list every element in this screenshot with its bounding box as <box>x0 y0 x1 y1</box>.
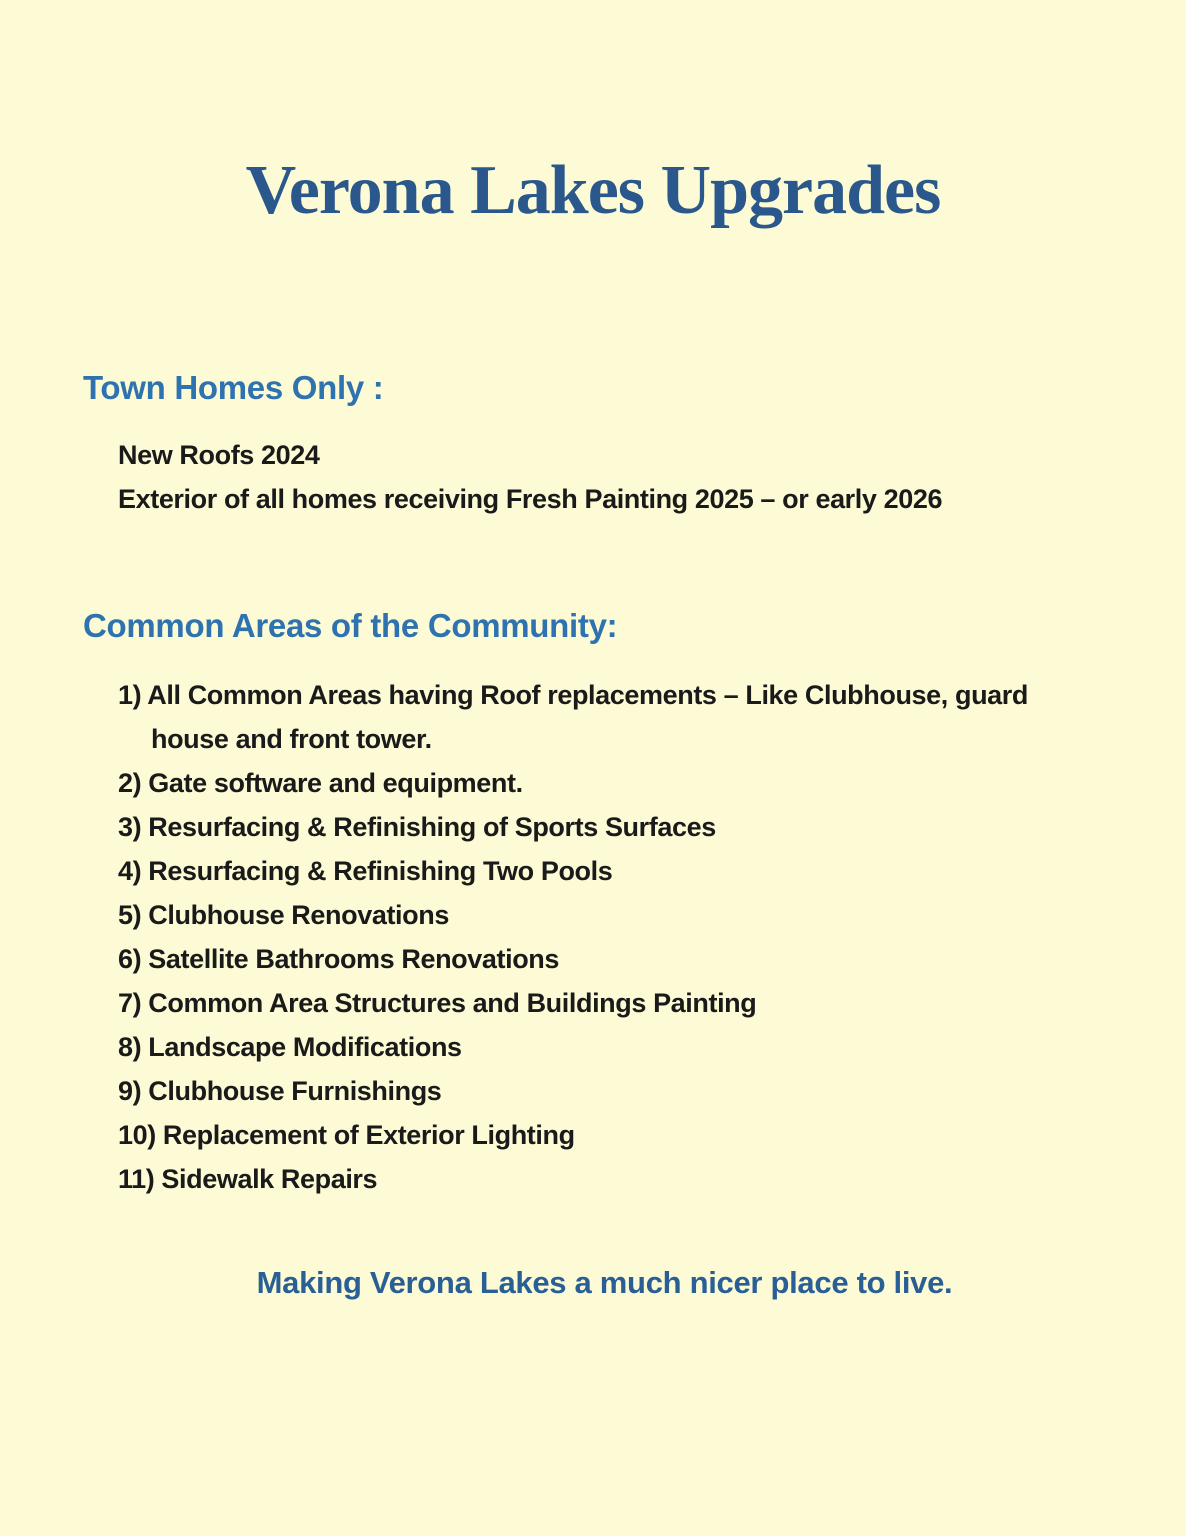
common-areas-item: 5) Clubhouse Renovations <box>118 900 449 930</box>
common-areas-item: 4) Resurfacing & Refinishing Two Pools <box>118 856 613 886</box>
common-areas-item: 1) All Common Areas having Roof replacements – Like Clubhouse, guard house and front tower. <box>118 680 1028 754</box>
common-areas-item: 8) Landscape Modifications <box>118 1032 462 1062</box>
common-areas-item: 9) Clubhouse Furnishings <box>118 1076 442 1106</box>
common-areas-item: 2) Gate software and equipment. <box>118 768 523 798</box>
common-areas-list <box>83 673 1126 1201</box>
common-areas-item: 10) Replacement of Exterior Lighting <box>118 1120 575 1150</box>
common-areas-item: 3) Resurfacing & Refinishing of Sports Surfaces <box>118 812 716 842</box>
common-areas-item: 6) Satellite Bathrooms Renovations <box>118 944 559 974</box>
page-title: Verona Lakes Upgrades <box>245 152 941 229</box>
document-content <box>0 369 1186 1301</box>
footer-tagline: Making Verona Lakes a much nicer place to live. <box>256 1265 953 1300</box>
town-homes-item: Exterior of all homes receiving Fresh Painting 2025 – or early 2026 <box>118 484 943 514</box>
town-homes-item: New Roofs 2024 <box>118 440 320 470</box>
section-common-areas <box>83 607 1126 1201</box>
section-town-homes <box>83 369 1126 521</box>
town-homes-list <box>83 433 1126 521</box>
common-areas-heading: Common Areas of the Community: <box>83 607 618 644</box>
common-areas-item: 7) Common Area Structures and Buildings Painting <box>118 988 757 1018</box>
common-areas-item: 11) Sidewalk Repairs <box>118 1164 378 1194</box>
town-homes-heading: Town Homes Only : <box>83 369 384 406</box>
